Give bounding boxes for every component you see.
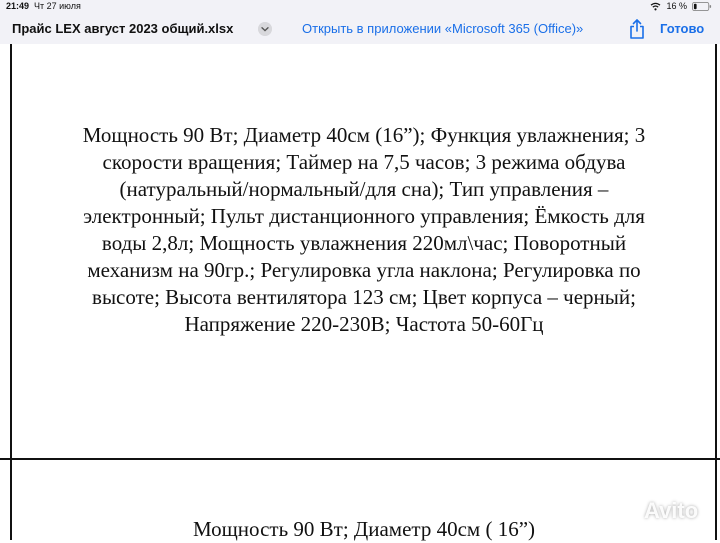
cell-line: скорости вращения; Таймер на 7,5 часов; 3 режима обдува — [102, 150, 626, 174]
wifi-icon — [650, 2, 661, 11]
cell-line: (натуральный/нормальный/для сна); Тип управления – — [119, 177, 609, 201]
next-description-cell[interactable]: Мощность 90 Вт; Диаметр 40см ( 16”) — [192, 517, 536, 541]
status-right — [650, 1, 712, 11]
open-in-app-link[interactable]: Открыть в приложении «Microsoft 365 (Office)» — [302, 21, 584, 36]
cell-border-right — [715, 44, 717, 540]
watermark-text: Avito — [644, 498, 699, 523]
battery-percent: 16 % — [666, 1, 687, 11]
done-button[interactable]: Готово — [660, 21, 705, 36]
file-title[interactable]: Прайс LEX август 2023 общий.xlsx — [12, 21, 234, 36]
share-icon[interactable] — [628, 18, 646, 40]
status-date: Чт 27 июля — [34, 1, 81, 11]
cell-line: высоте; Высота вентилятора 123 см; Цвет корпуса – черный; — [92, 285, 636, 309]
status-bar — [0, 0, 720, 14]
chevron-down-icon[interactable] — [258, 22, 272, 36]
cell-line: Мощность 90 Вт; Диаметр 40см (16”); Функция увлажнения; 3 — [82, 123, 646, 147]
description-cell[interactable] — [16, 122, 712, 338]
cell-line: электронный; Пульт дистанционного управления; Ёмкость для — [83, 204, 645, 228]
cell-border-bottom — [0, 458, 720, 460]
spreadsheet-view[interactable] — [0, 44, 720, 540]
cell-line: механизм на 90гр.; Регулировка угла наклона; Регулировка по — [87, 258, 641, 282]
avito-logo-icon — [612, 499, 640, 523]
cell-line: Напряжение 220-230В; Частота 50-60Гц — [184, 312, 544, 336]
status-time: 21:49 — [6, 1, 30, 11]
cell-border-left — [10, 44, 12, 540]
document-toolbar — [0, 14, 720, 45]
cell-line: воды 2,8л; Мощность увлажнения 220мл\час; Поворотный — [101, 231, 627, 255]
avito-watermark — [612, 498, 698, 524]
battery-icon — [692, 2, 712, 11]
